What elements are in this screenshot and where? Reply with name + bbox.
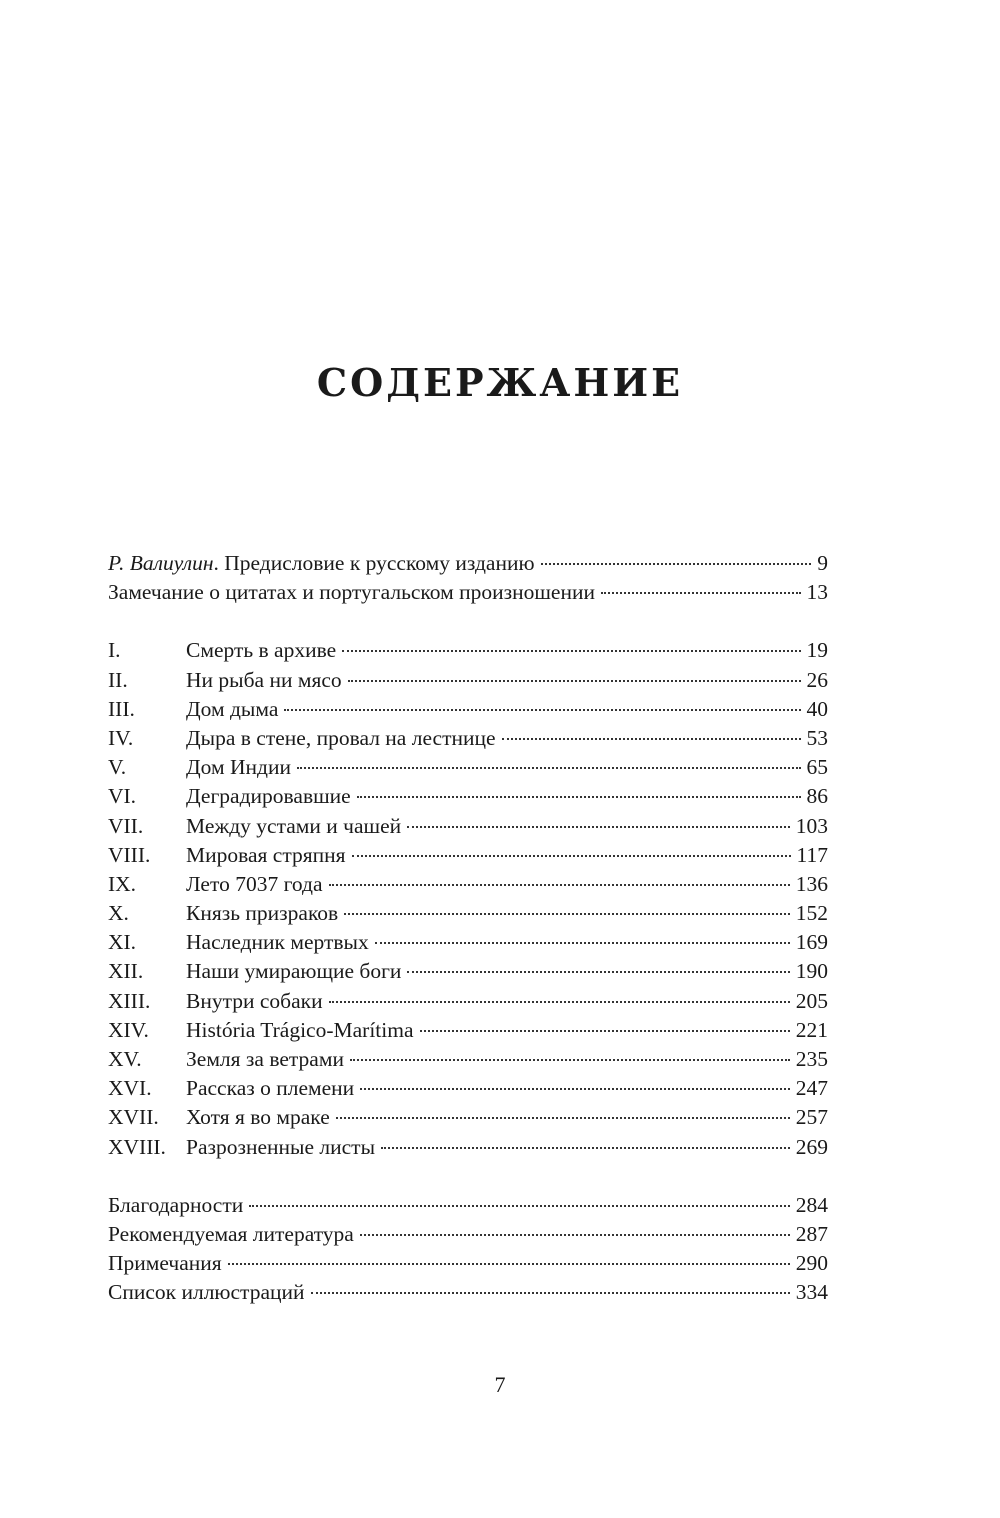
toc-entry [108,753,828,782]
toc-chapters [108,636,828,1161]
toc-entry [108,1103,828,1132]
entry-title [186,753,291,782]
chapter-numeral: IV. [108,725,134,750]
entry-title-text: Рекомендуемая литература [108,1221,354,1246]
entry-title [108,1278,305,1307]
entry-title-text: Наследник мертвых [186,930,369,955]
dot-leader [342,650,800,652]
entry-title [186,636,336,665]
toc-back-matter [108,1191,828,1308]
dot-leader [350,1059,790,1061]
toc-entry [108,1220,828,1249]
toc-entry [108,957,828,986]
entry-title-text: Примечания [108,1251,222,1276]
entry-title-text: Лето 7037 года [186,871,323,896]
entry-title [186,1016,414,1045]
entry-page-number: 190 [795,959,828,984]
entry-title-text: Наши умирающие боги [186,959,402,984]
entry-page-number: 103 [795,813,828,838]
entry-page-number: 334 [795,1280,828,1305]
dot-leader [311,1292,790,1294]
dot-leader [336,1117,790,1119]
toc-entry [108,666,828,695]
entry-page-number: 40 [806,696,828,721]
entry-title [108,549,535,578]
chapter-numeral: XVIII. [108,1134,166,1159]
toc-entry [108,870,828,899]
dot-leader [601,592,801,594]
toc-entry [108,928,828,957]
toc-entry [108,578,828,607]
entry-title-text: Мировая стряпня [186,842,346,867]
entry-page-number: 53 [806,725,828,750]
dot-leader [284,709,800,711]
entry-page-number: 86 [806,784,828,809]
entry-page-number: 287 [795,1221,828,1246]
chapter-numeral: X. [108,901,129,926]
chapter-numeral: VI. [108,784,137,809]
chapter-numeral: III. [108,696,135,721]
entry-title-text: Рассказ о племени [186,1076,355,1101]
entry-title-text: Список иллюстраций [108,1280,305,1305]
entry-page-number: 269 [795,1134,828,1159]
entry-page-number: 117 [796,842,828,867]
entry-title-text: Замечание о цитатах и португальском произношении [108,580,595,605]
toc-entry [108,636,828,665]
entry-title [186,782,351,811]
dot-leader [249,1205,790,1207]
entry-title-text: Земля за ветрами [186,1047,344,1071]
entry-title [186,1103,330,1132]
dot-leader [360,1234,790,1236]
chapter-numeral: II. [108,667,128,692]
page-number: 7 [494,1372,506,1397]
entry-page-number: 9 [817,551,828,575]
page-title: СОДЕРЖАНИЕ [316,360,684,405]
entry-title-text: Деградировавшие [186,784,351,809]
chapter-numeral: VII. [108,813,144,838]
chapter-numeral: XIII. [108,988,151,1013]
entry-title [108,578,595,607]
toc-entry [108,549,828,578]
entry-title [186,1074,354,1103]
toc-entry [108,841,828,870]
toc-entry [108,899,828,928]
dot-leader [541,563,812,565]
entry-title [186,1045,344,1074]
dot-leader [375,942,790,944]
toc-entry [108,1045,828,1074]
dot-leader [360,1088,790,1090]
entry-page-number: 221 [795,1017,828,1042]
entry-page-number: 205 [795,988,828,1013]
toc-entry [108,987,828,1016]
entry-page-number: 152 [795,901,828,926]
entry-title-text: Дом дыма [186,696,279,721]
entry-title-text: Ни рыба ни мясо [186,667,342,692]
dot-leader [420,1030,790,1032]
entry-title-text: Дом Индии [186,755,291,780]
entry-separator: . [213,551,225,575]
dot-leader [329,884,790,886]
entry-page-number: 169 [795,930,828,955]
toc-front-matter [108,549,828,607]
toc-entry [108,1074,828,1103]
chapter-numeral: VIII. [108,842,151,867]
chapter-numeral: V. [108,755,127,780]
dot-leader [329,1001,790,1003]
dot-leader [344,913,790,915]
dot-leader [502,738,801,740]
dot-leader [407,826,790,828]
entry-title-text: Князь призраков [186,901,339,926]
entry-title-text: Между устами и чашей [186,813,402,838]
dot-leader [352,855,791,857]
entry-title [186,1133,375,1162]
entry-page-number: 290 [795,1251,828,1276]
dot-leader [381,1147,790,1149]
entry-title [108,1191,243,1220]
dot-leader [348,680,801,682]
entry-page-number: 19 [806,638,828,663]
dot-leader [228,1263,790,1265]
entry-page-number: 235 [795,1047,828,1071]
entry-title-text: Благодарности [108,1192,244,1217]
entry-page-number: 26 [806,667,828,692]
chapter-numeral: XII. [108,959,144,984]
entry-page-number: 65 [806,755,828,780]
entry-title [186,957,401,986]
entry-title-text: Хотя я во мраке [186,1105,330,1130]
chapter-numeral: XI. [108,930,137,955]
entry-title-text: História Trágico-Marítima [186,1017,414,1042]
dot-leader [407,971,789,973]
entry-title [108,1220,354,1249]
entry-title-text: Разрозненные листы [186,1134,376,1159]
entry-title [186,928,369,957]
toc-entry [108,695,828,724]
toc-entry [108,1016,828,1045]
toc-entry [108,1278,828,1307]
toc-entry [108,782,828,811]
entry-page-number: 257 [795,1105,828,1130]
entry-title [186,724,496,753]
toc-entry [108,1249,828,1278]
chapter-numeral: XVII. [108,1105,159,1130]
entry-title [186,987,323,1016]
entry-page-number: 247 [795,1076,828,1101]
entry-page-number: 284 [795,1192,828,1217]
entry-title [186,812,401,841]
dot-leader [357,796,801,798]
chapter-numeral: I. [108,638,121,663]
entry-page-number: 13 [806,580,828,605]
entry-title [108,1249,222,1278]
chapter-numeral: XIV. [108,1017,149,1042]
chapter-numeral: IX. [108,871,137,896]
toc-entry [108,812,828,841]
entry-title-text: Внутри собаки [186,988,323,1013]
entry-title [186,870,323,899]
entry-title-text: Дыра в стене, провал на лестнице [186,725,496,750]
table-of-contents [108,549,828,1308]
entry-title [186,841,346,870]
toc-entry [108,724,828,753]
chapter-numeral: XVI. [108,1076,152,1101]
dot-leader [297,767,801,769]
entry-title [186,695,278,724]
entry-author: Р. Валиулин [108,551,214,575]
entry-title [186,899,338,928]
chapter-numeral: XV. [108,1047,142,1071]
entry-title-text: Предисловие к русскому изданию [224,551,535,575]
entry-title [186,666,342,695]
entry-page-number: 136 [795,871,828,896]
entry-title-text: Смерть в архиве [186,638,337,663]
toc-entry [108,1191,828,1220]
toc-entry [108,1133,828,1162]
